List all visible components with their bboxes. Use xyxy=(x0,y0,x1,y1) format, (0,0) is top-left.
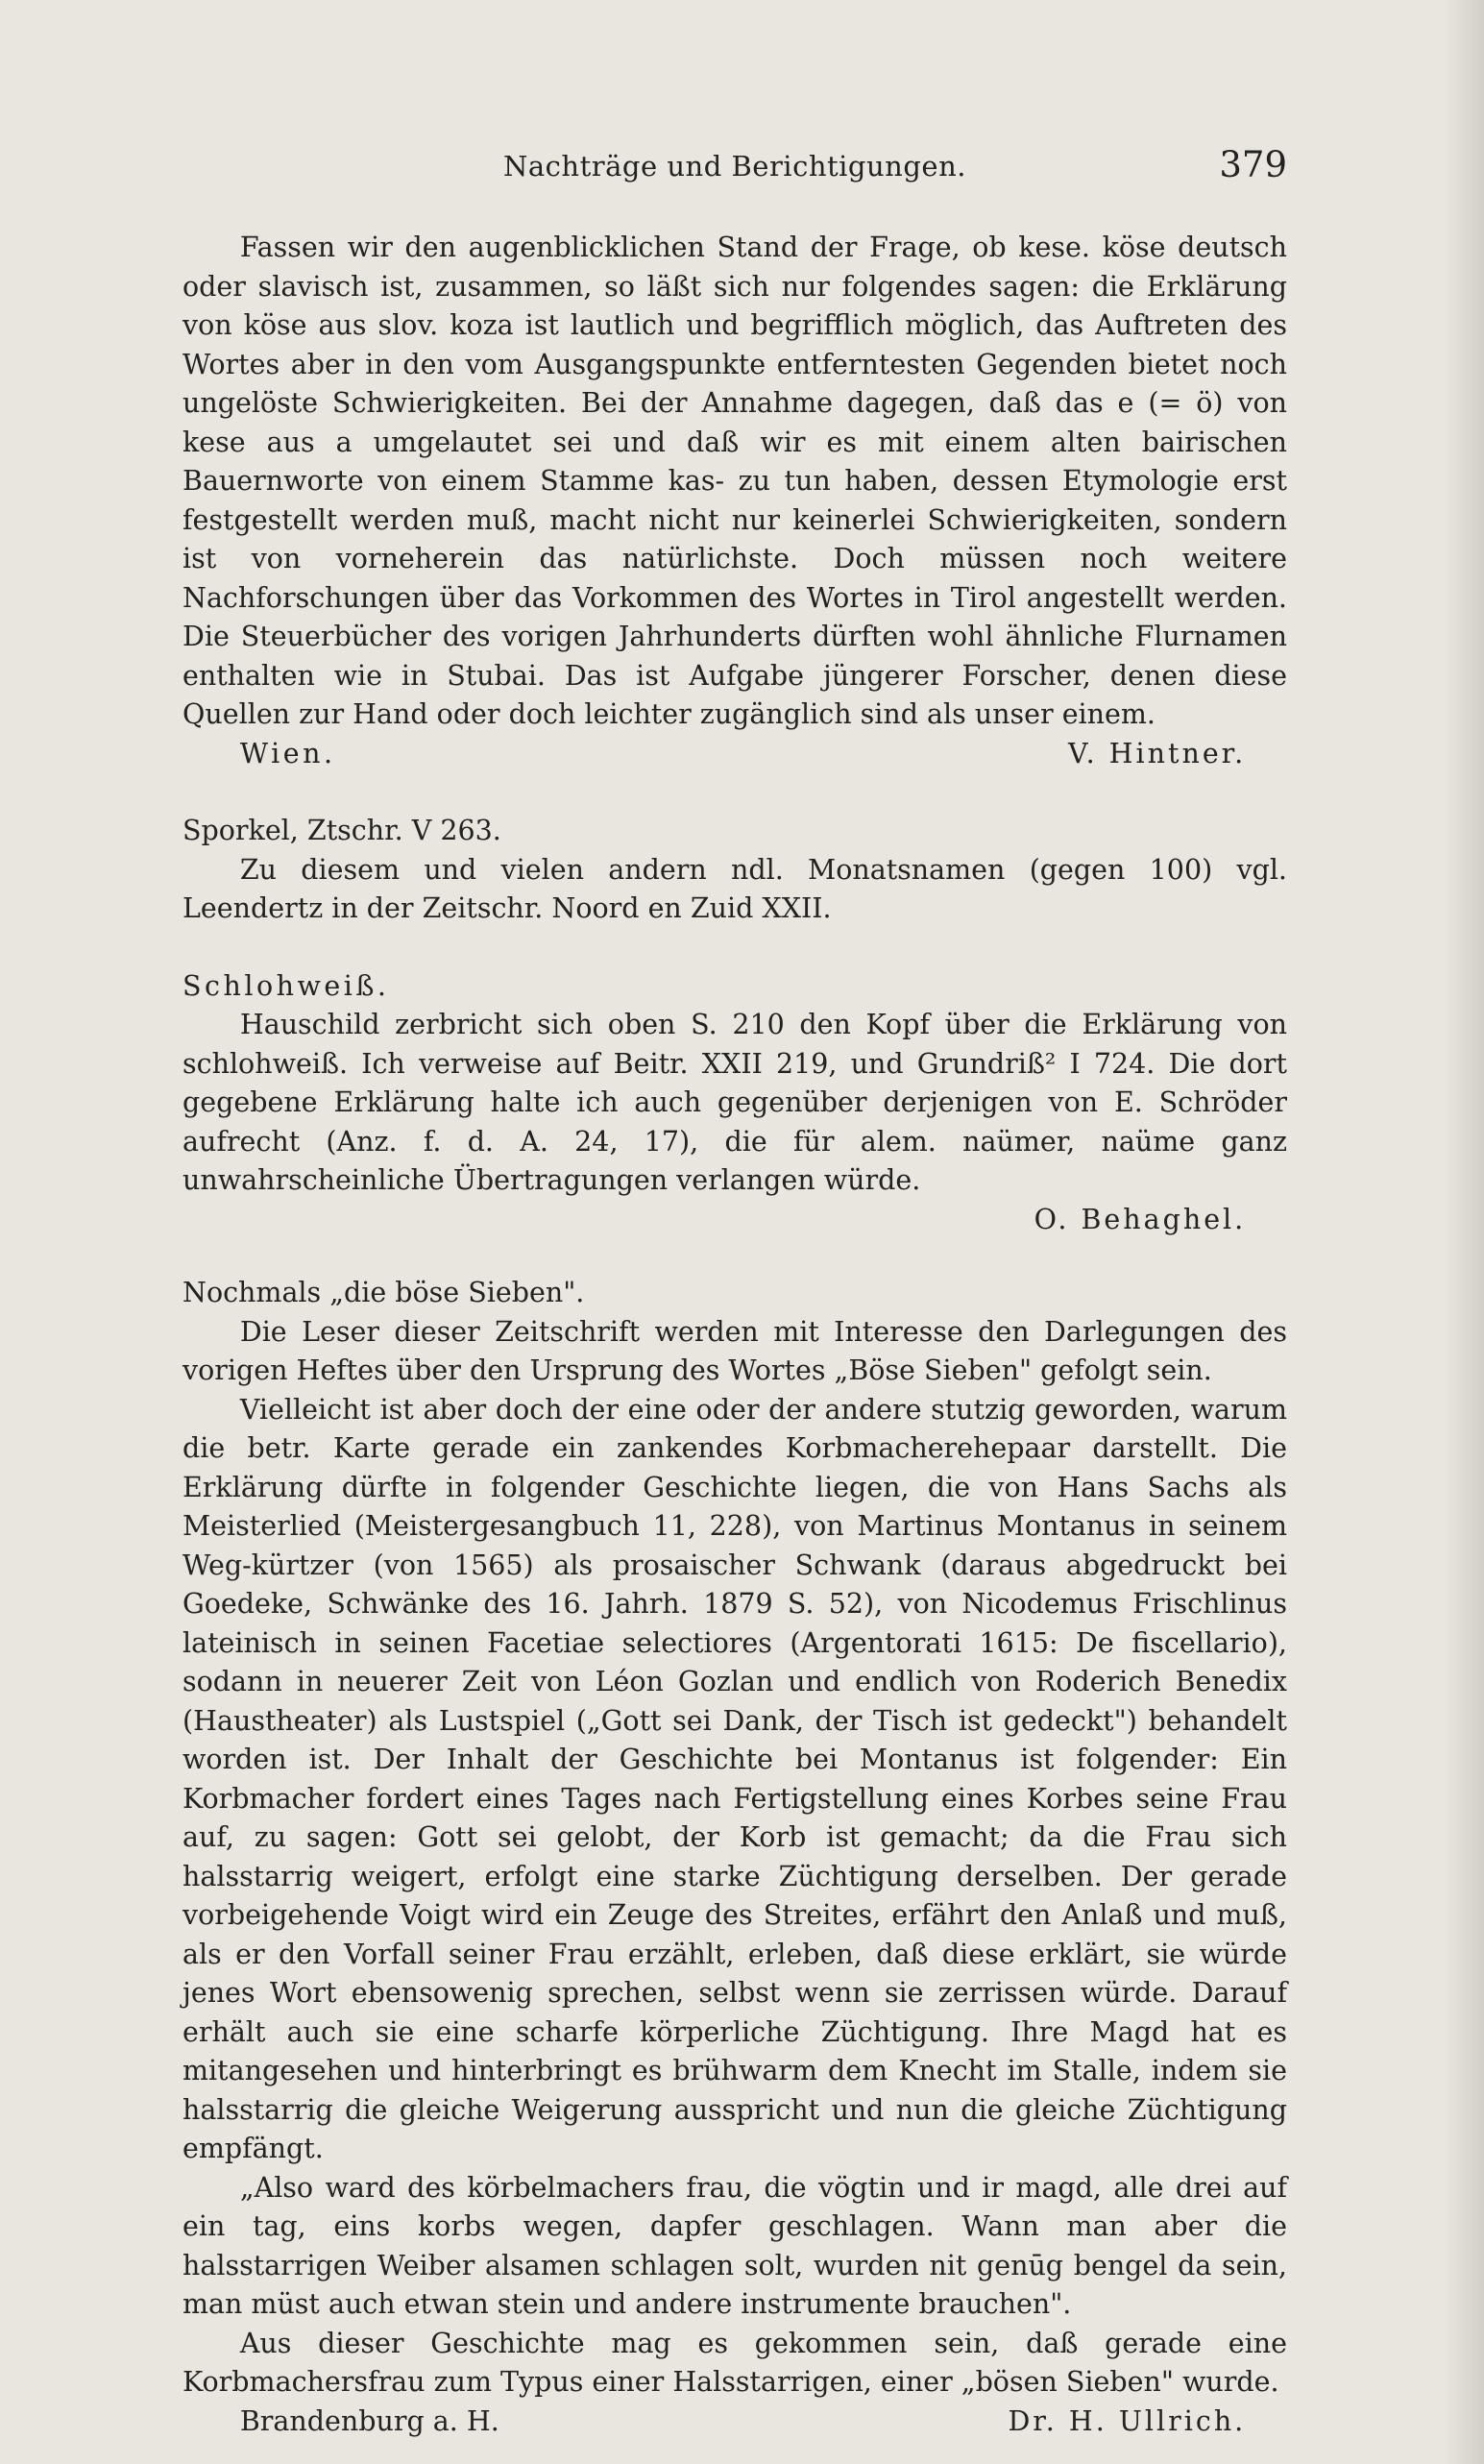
page-edge-shadow xyxy=(1444,0,1484,2464)
place-line: Wien. xyxy=(239,737,336,769)
author-signature: V. Hintner. xyxy=(1067,737,1247,769)
section-schlohweiss xyxy=(182,967,1287,1240)
author-signature: Dr. H. Ullrich. xyxy=(1008,2404,1247,2437)
section-kese xyxy=(182,229,1287,773)
page-header xyxy=(182,144,1287,202)
section-boese-sieben xyxy=(182,1274,1287,2441)
place-line: Brandenburg a. H. xyxy=(239,2404,499,2437)
paragraph: Vielleicht ist aber doch der eine oder der andere stutzig geworden, warum die betr. Karte gerade ein zankendes Korbmacherehepaar darstellt. Die Erklärung dürfte in folgender Geschichte liegen, die von Hans Sachs als Meisterlied (Meistergesangbuch 11, 228), von Martinus Montanus in seinem Weg-kürtzer (von 1565) als prosaischer Schwank (daraus abgedruckt bei Goedeke, Schwänke des 16. Jahrh. 1879 S. 52), von Nicodemus Frischlinus lateinisch in seinen Facetiae selectiores (Argentorati 1615: De fiscellario), sodann in neuerer Zeit von Léon Gozlan und endlich von Roderich Benedix (Haustheater) als Lustspiel („Gott sei Dank, der Tisch ist gedeckt") behandelt worden ist. Der Inhalt der Geschichte bei Montanus ist folgender: Ein Korbmacher fordert eines Tages nach Fertigstellung eines Korbes seine Frau auf, zu sagen: Gott sei gelobt, der Korb ist gemacht; da die Frau sich halsstarrig weigert, erfolgt eine starke Züchtigung derselben. Der gerade vorbeigehende Voigt wird ein Zeuge des Streites, erfährt den Anlaß und muß, als er den Vorfall seiner Frau erzählt, erleben, daß diese erklärt, sie würde jenes Wort ebensowenig sprechen, selbst wenn sie zerrissen würde. Darauf erhält auch sie eine scharfe körperliche Züchtigung. Ihre Magd hat es mitangesehen und hinterbringt es brühwarm dem Knecht im Stalle, indem sie halsstarrig die gleiche Weigerung ausspricht und nun die gleiche Züchtigung empfängt. xyxy=(182,1393,1287,2164)
paragraph: Fassen wir den augenblicklichen Stand der Frage, ob kese. köse deutsch oder slavisch ist, zusammen, so läßt sich nur folgendes sagen: die Erklärung von köse aus slov. koza ist lautlich und begrifflich möglich, das Auftreten des Wortes aber in den vom Ausgangspunkte entferntesten Gegenden bietet noch ungelöste Schwierigkeiten. Bei der Annahme dagegen, daß das e (= ö) von kese aus a umgelautet sei und daß wir es mit einem alten bairischen Bauernworte von einem Stamme kas- zu tun haben, dessen Etymologie erst festgestellt werden muß, macht nicht nur keinerlei Schwierigkeiten, sondern ist von vorneherein das natürlichste. Doch müssen noch weitere Nachforschungen über das Vorkommen des Wortes in Tirol angestellt werden. Die Steuerbücher des vorigen Jahrhunderts dürften wohl ähnliche Flurnamen enthalten wie in Stubai. Das ist Aufgabe jüngerer Forscher, denen diese Quellen zur Hand oder doch leichter zugänglich sind als unser einem. xyxy=(182,232,1287,730)
section-heading: Sporkel, Ztschr. V 263. xyxy=(182,815,501,846)
body-text xyxy=(182,229,1287,2441)
section-heading: Nochmals „die böse Sieben". xyxy=(182,1277,585,1308)
paragraph: Hauschild zerbricht sich oben S. 210 den Kopf über die Erklärung von schlohweiß. Ich verweise auf Beitr. XXII 219, und Grundriß² I 724. Die dort gegebene Erklärung halte ich auch gegenüber derjenigen von E. Schröder aufrecht (Anz. f. d. A. 24, 17), die für alem. naümer, naüme ganz unwahrscheinliche Übertragungen verlangen würde. xyxy=(182,1009,1287,1196)
paragraph: Die Leser dieser Zeitschrift werden mit Interesse den Darlegungen des vorigen Heftes über den Ursprung des Wortes „Böse Sieben" gefolgt sein. xyxy=(182,1315,1287,1386)
signature-line xyxy=(182,735,1287,774)
paragraph: Aus dieser Geschichte mag es gekommen sein, daß gerade eine Korbmachersfrau zum Typus einer Halsstarrigen, einer „bösen Sieben" wurde. xyxy=(182,2327,1287,2398)
paragraph: Zu diesem und vielen andern ndl. Monatsnamen (gegen 100) vgl. Leendertz in der Zeitschr. Noord en Zuid XXII. xyxy=(182,853,1287,924)
signature-line xyxy=(182,2403,1287,2442)
page-number: 379 xyxy=(1219,144,1287,185)
section-heading: Schlohweiß. xyxy=(182,969,390,1002)
signature-line xyxy=(182,1201,1287,1240)
running-head: Nachträge und Berichtigungen. xyxy=(503,150,966,183)
section-sporkel xyxy=(182,812,1287,929)
quotation-paragraph: „Also ward des körbelmachers frau, die vögtin und ir magd, alle drei auf ein tag, eins korbs wegen, dapfer geschlagen. Wann man aber die halsstarrigen Weiber alsamen schlagen solt, wurden nit genūg bengel da sein, man müst auch etwan stein und andere instrumente brauchen". xyxy=(182,2171,1287,2320)
author-signature: O. Behaghel. xyxy=(1034,1203,1247,1235)
